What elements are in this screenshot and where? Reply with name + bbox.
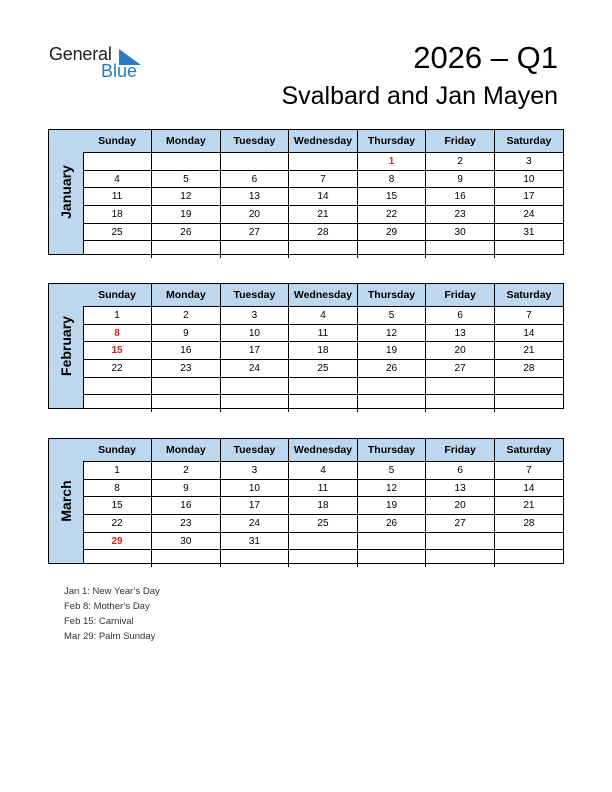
day-cell: 2	[152, 462, 221, 480]
day-cell: 22	[83, 515, 152, 533]
week-row	[83, 307, 563, 325]
month-grid	[83, 439, 563, 567]
day-cell: 20	[426, 497, 495, 515]
day-cell	[289, 377, 358, 395]
day-cell	[289, 395, 358, 412]
day-cell: 17	[220, 497, 289, 515]
day-cell: 13	[220, 188, 289, 206]
day-cell: 25	[83, 223, 152, 241]
day-cell: 21	[494, 342, 563, 360]
day-cell	[494, 532, 563, 550]
day-cell: 20	[426, 342, 495, 360]
day-cell: 7	[289, 170, 358, 188]
page-title: 2026 – Q1	[413, 40, 558, 75]
day-cell: 19	[357, 497, 426, 515]
day-cell	[289, 241, 358, 258]
day-cell	[289, 153, 358, 171]
day-cell: 26	[357, 360, 426, 378]
day-cell: 9	[152, 324, 221, 342]
weekday-header: Wednesday	[289, 284, 358, 307]
day-cell: 12	[357, 324, 426, 342]
day-cell: 3	[220, 462, 289, 480]
day-cell: 30	[426, 223, 495, 241]
day-cell: 16	[426, 188, 495, 206]
week-row	[83, 153, 563, 171]
holiday-notes	[64, 584, 160, 644]
day-cell: 14	[289, 188, 358, 206]
day-cell	[152, 241, 221, 258]
day-cell: 22	[83, 360, 152, 378]
day-cell: 15	[83, 497, 152, 515]
day-cell: 8	[83, 479, 152, 497]
month-name: February	[58, 316, 74, 376]
day-cell: 11	[83, 188, 152, 206]
day-cell: 12	[152, 188, 221, 206]
day-cell: 16	[152, 342, 221, 360]
week-row	[83, 170, 563, 188]
day-cell: 4	[83, 170, 152, 188]
weekday-header: Thursday	[357, 439, 426, 462]
week-row	[83, 241, 563, 258]
day-cell	[426, 377, 495, 395]
day-cell	[152, 550, 221, 567]
day-cell	[426, 532, 495, 550]
day-cell: 27	[220, 223, 289, 241]
weekday-header: Sunday	[83, 284, 152, 307]
week-row	[83, 342, 563, 360]
day-cell: 14	[494, 479, 563, 497]
day-cell: 28	[494, 360, 563, 378]
day-cell: 25	[289, 360, 358, 378]
day-cell: 29	[83, 532, 152, 550]
day-cell: 4	[289, 307, 358, 325]
day-cell: 1	[114, 464, 120, 476]
day-cell: 21	[494, 497, 563, 515]
weekday-header: Sunday	[83, 439, 152, 462]
day-cell: 14	[494, 324, 563, 342]
month-label-cell	[49, 130, 84, 254]
day-cell: 8	[357, 170, 426, 188]
day-cell	[357, 550, 426, 567]
day-cell: 18	[289, 497, 358, 515]
month-name: January	[58, 165, 74, 219]
weekday-header-row	[83, 130, 563, 153]
day-cell	[83, 550, 152, 567]
page-subtitle: Svalbard and Jan Mayen	[281, 82, 558, 110]
holiday-note: Feb 8: Mother’s Day	[64, 601, 150, 612]
holiday-note: Feb 15: Carnival	[64, 616, 134, 627]
week-row	[83, 377, 563, 395]
day-cell: 9	[426, 170, 495, 188]
month-calendar-february	[48, 283, 564, 409]
day-cell	[357, 532, 426, 550]
day-cell: 4	[289, 462, 358, 480]
weekday-header: Friday	[426, 130, 495, 153]
day-cell: 23	[152, 360, 221, 378]
day-cell: 19	[152, 206, 221, 224]
day-cell: 29	[357, 223, 426, 241]
weekday-header: Wednesday	[289, 130, 358, 153]
day-cell	[83, 153, 152, 171]
day-cell: 24	[220, 360, 289, 378]
weekday-header: Monday	[152, 130, 221, 153]
day-cell	[220, 153, 289, 171]
day-cell	[494, 550, 563, 567]
day-cell	[220, 550, 289, 567]
day-cell	[83, 241, 152, 258]
day-cell	[152, 395, 221, 412]
week-row	[83, 532, 563, 550]
day-cell: 23	[152, 515, 221, 533]
month-label-cell	[49, 284, 84, 408]
day-cell	[289, 550, 358, 567]
day-cell	[220, 395, 289, 412]
day-cell: 25	[289, 515, 358, 533]
weekday-header: Thursday	[357, 130, 426, 153]
generalblue-logo	[49, 44, 149, 84]
day-cell: 17	[494, 188, 563, 206]
day-cell	[289, 532, 358, 550]
day-cell: 31	[220, 532, 289, 550]
day-cell: 1	[357, 153, 426, 171]
month-grid	[83, 130, 563, 258]
day-cell: 20	[220, 206, 289, 224]
day-cell: 3	[494, 153, 563, 171]
month-calendar-march	[48, 438, 564, 564]
day-cell: 10	[220, 479, 289, 497]
month-name: March	[58, 480, 74, 522]
day-cell: 8	[83, 324, 152, 342]
day-cell	[152, 153, 221, 171]
day-cell: 15	[357, 188, 426, 206]
day-cell: 23	[426, 206, 495, 224]
day-cell: 11	[289, 324, 358, 342]
day-cell: 28	[494, 515, 563, 533]
day-cell: 9	[152, 479, 221, 497]
day-cell: 18	[83, 206, 152, 224]
day-cell: 27	[426, 515, 495, 533]
day-cell: 15	[83, 342, 152, 360]
day-cell: 18	[289, 342, 358, 360]
day-cell	[152, 377, 221, 395]
week-row	[83, 550, 563, 567]
day-cell: 11	[289, 479, 358, 497]
weekday-header: Tuesday	[220, 439, 289, 462]
day-cell: 30	[152, 532, 221, 550]
month-grid	[83, 284, 563, 412]
weekday-header: Thursday	[357, 284, 426, 307]
week-row	[83, 360, 563, 378]
weekday-header: Monday	[152, 284, 221, 307]
weekday-header: Saturday	[494, 284, 563, 307]
day-cell: 3	[220, 307, 289, 325]
week-row	[83, 462, 563, 480]
day-cell: 5	[357, 307, 426, 325]
day-cell: 6	[220, 170, 289, 188]
day-cell: 22	[357, 206, 426, 224]
weekday-header: Wednesday	[289, 439, 358, 462]
day-cell	[494, 395, 563, 412]
day-cell: 16	[152, 497, 221, 515]
day-cell: 10	[494, 170, 563, 188]
day-cell: 5	[152, 170, 221, 188]
month-label-cell	[49, 439, 84, 563]
day-cell: 1	[114, 309, 120, 321]
weekday-header: Saturday	[494, 439, 563, 462]
day-cell: 17	[220, 342, 289, 360]
weekday-header-row	[83, 284, 563, 307]
day-cell: 12	[357, 479, 426, 497]
week-row	[83, 206, 563, 224]
day-cell: 31	[494, 223, 563, 241]
weekday-header: Monday	[152, 439, 221, 462]
day-cell	[357, 241, 426, 258]
weekday-header: Tuesday	[220, 284, 289, 307]
day-cell: 26	[152, 223, 221, 241]
day-cell	[357, 395, 426, 412]
day-cell	[426, 241, 495, 258]
day-cell: 19	[357, 342, 426, 360]
day-cell	[494, 241, 563, 258]
week-row	[83, 324, 563, 342]
day-cell	[220, 241, 289, 258]
month-calendar-january	[48, 129, 564, 255]
week-row	[83, 223, 563, 241]
weekday-header-row	[83, 439, 563, 462]
day-cell: 21	[289, 206, 358, 224]
day-cell: 6	[426, 462, 495, 480]
weekday-header: Friday	[426, 284, 495, 307]
day-cell: 24	[494, 206, 563, 224]
weekday-header: Sunday	[83, 130, 152, 153]
day-cell: 28	[289, 223, 358, 241]
day-cell: 26	[357, 515, 426, 533]
day-cell: 13	[426, 324, 495, 342]
day-cell	[220, 377, 289, 395]
day-cell: 2	[426, 153, 495, 171]
week-row	[83, 497, 563, 515]
holiday-note: Mar 29: Palm Sunday	[64, 631, 156, 642]
day-cell	[83, 395, 152, 412]
weekday-header: Friday	[426, 439, 495, 462]
week-row	[83, 395, 563, 412]
day-cell: 10	[220, 324, 289, 342]
day-cell	[426, 550, 495, 567]
day-cell: 13	[426, 479, 495, 497]
holiday-note: Jan 1: New Year’s Day	[64, 586, 160, 597]
day-cell: 7	[494, 462, 563, 480]
day-cell	[357, 377, 426, 395]
day-cell	[426, 395, 495, 412]
day-cell	[83, 377, 152, 395]
day-cell: 27	[426, 360, 495, 378]
weekday-header: Tuesday	[220, 130, 289, 153]
day-cell: 24	[220, 515, 289, 533]
week-row	[83, 515, 563, 533]
day-cell: 5	[357, 462, 426, 480]
day-cell: 6	[426, 307, 495, 325]
logo-general-text: General	[49, 44, 112, 64]
week-row	[83, 188, 563, 206]
logo-blue-text: Blue	[101, 61, 138, 81]
day-cell: 7	[494, 307, 563, 325]
weekday-header: Saturday	[494, 130, 563, 153]
day-cell: 2	[152, 307, 221, 325]
day-cell	[494, 377, 563, 395]
week-row	[83, 479, 563, 497]
